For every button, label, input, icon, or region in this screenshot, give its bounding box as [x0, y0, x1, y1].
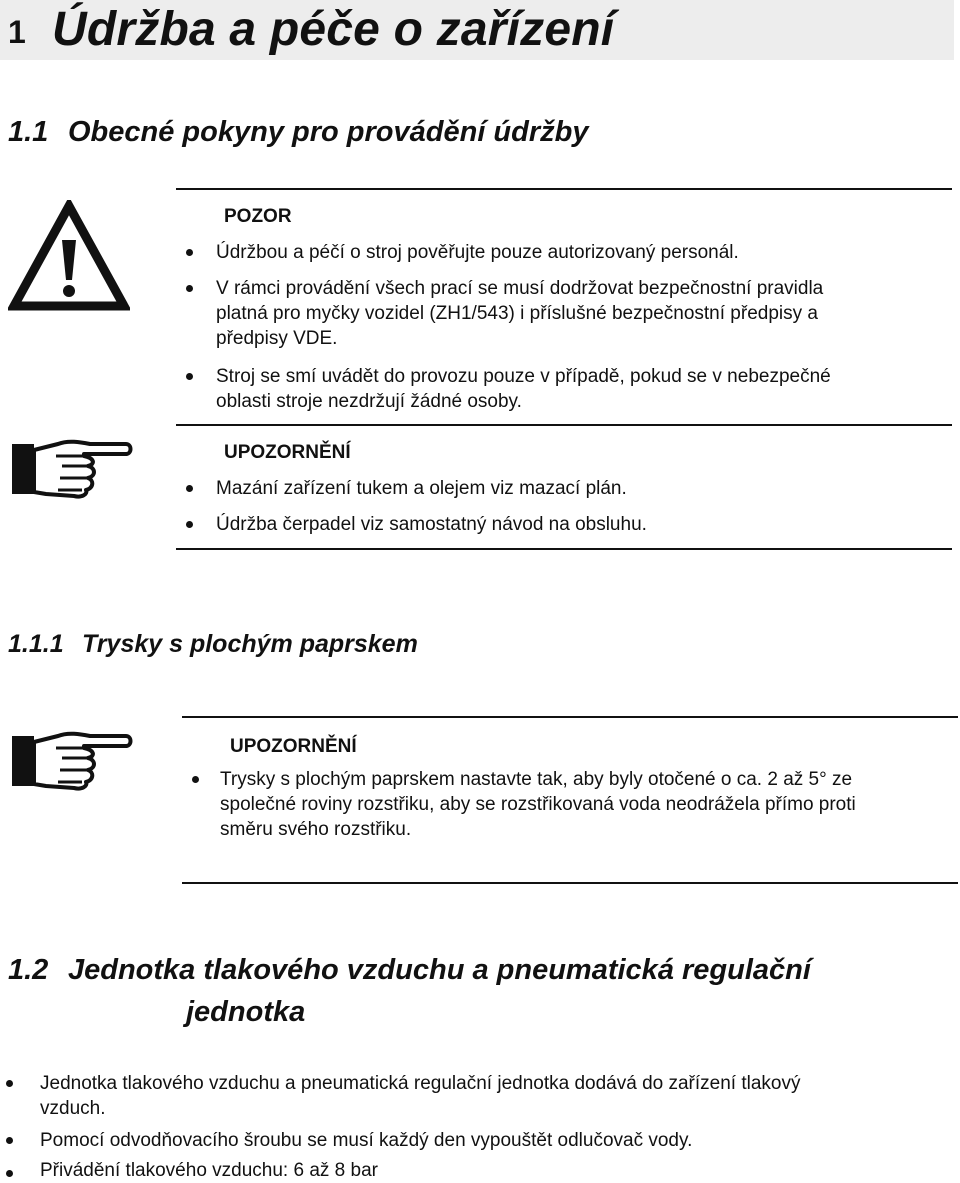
- upozorneni-1-item-2: Údržba čerpadel viz samostatný návod na obsluhu.: [216, 514, 647, 535]
- pozor-item-2-line3: předpisy VDE.: [216, 328, 338, 349]
- pozor-bottom-rule: [176, 424, 952, 426]
- upozorneni-1-item-1: Mazání zařízení tukem a olejem viz mazací plán.: [216, 478, 627, 499]
- bullet-dot: [6, 1080, 13, 1087]
- section-1-2-number: 1.2: [8, 954, 49, 986]
- upozorneni-1-label: UPOZORNĚNÍ: [224, 442, 351, 463]
- bullet-dot: [186, 249, 193, 256]
- upozorneni-2-label: UPOZORNĚNÍ: [230, 736, 357, 757]
- upozorneni-2-line3: směru svého rozstřiku.: [220, 819, 412, 840]
- section-1-1-1-number: 1.1.1: [8, 630, 64, 658]
- upozorneni-2-line2: společné roviny rozstřiku, aby se rozstřikovaná voda neodrážela přímo proti: [220, 794, 856, 815]
- pozor-top-rule: [176, 188, 952, 190]
- bullet-dot: [186, 485, 193, 492]
- section-1-2-item-1-line1: Jednotka tlakového vzduchu a pneumatická regulační jednotka dodává do zařízení tlakový: [40, 1073, 801, 1094]
- upozorneni-1-bottom-rule: [176, 548, 952, 550]
- pozor-item-2-line1: V rámci provádění všech prací se musí dodržovat bezpečnostní pravidla: [216, 278, 824, 299]
- pointing-hand-icon: [10, 436, 134, 500]
- section-1-2-item-1-line2: vzduch.: [40, 1098, 106, 1119]
- upozorneni-2-line1: Trysky s plochým paprskem nastavte tak, aby byly otočené o ca. 2 až 5° ze: [220, 769, 853, 790]
- bullet-dot: [186, 521, 193, 528]
- pozor-label: POZOR: [224, 206, 292, 227]
- warning-triangle-icon: [8, 200, 130, 312]
- pozor-item-2-line2: platná pro myčky vozidel (ZH1/543) i příslušné bezpečnostní předpisy a: [216, 303, 818, 324]
- bullet-dot: [6, 1170, 13, 1177]
- section-1-2-item-3: Přivádění tlakového vzduchu: 6 až 8 bar: [40, 1160, 378, 1181]
- bullet-dot: [192, 776, 199, 783]
- pointing-hand-icon: [10, 728, 134, 792]
- upozorneni-2-bottom-rule: [182, 882, 958, 884]
- section-1-2-item-2: Pomocí odvodňovacího šroubu se musí každý den vypouštět odlučovač vody.: [40, 1130, 693, 1151]
- section-1-1-1-title: Trysky s plochým paprskem: [82, 630, 418, 658]
- pozor-item-3-line1: Stroj se smí uvádět do provozu pouze v případě, pokud se v nebezpečné: [216, 366, 831, 387]
- heading-1-title: Údržba a péče o zařízení: [52, 3, 615, 56]
- section-1-2-title-line1: Jednotka tlakového vzduchu a pneumatická regulační: [68, 954, 811, 986]
- pozor-item-3-line2: oblasti stroje nezdržují žádné osoby.: [216, 391, 522, 412]
- section-1-2-title-line2: jednotka: [186, 996, 306, 1028]
- heading-1-number: 1: [8, 14, 26, 50]
- section-1-1-title: Obecné pokyny pro provádění údržby: [68, 116, 589, 148]
- bullet-dot: [186, 373, 193, 380]
- section-1-1-number: 1.1: [8, 116, 49, 148]
- upozorneni-2-top-rule: [182, 716, 958, 718]
- bullet-dot: [6, 1137, 13, 1144]
- pozor-item-1: Údržbou a péčí o stroj pověřujte pouze autorizovaný personál.: [216, 242, 739, 263]
- bullet-dot: [186, 285, 193, 292]
